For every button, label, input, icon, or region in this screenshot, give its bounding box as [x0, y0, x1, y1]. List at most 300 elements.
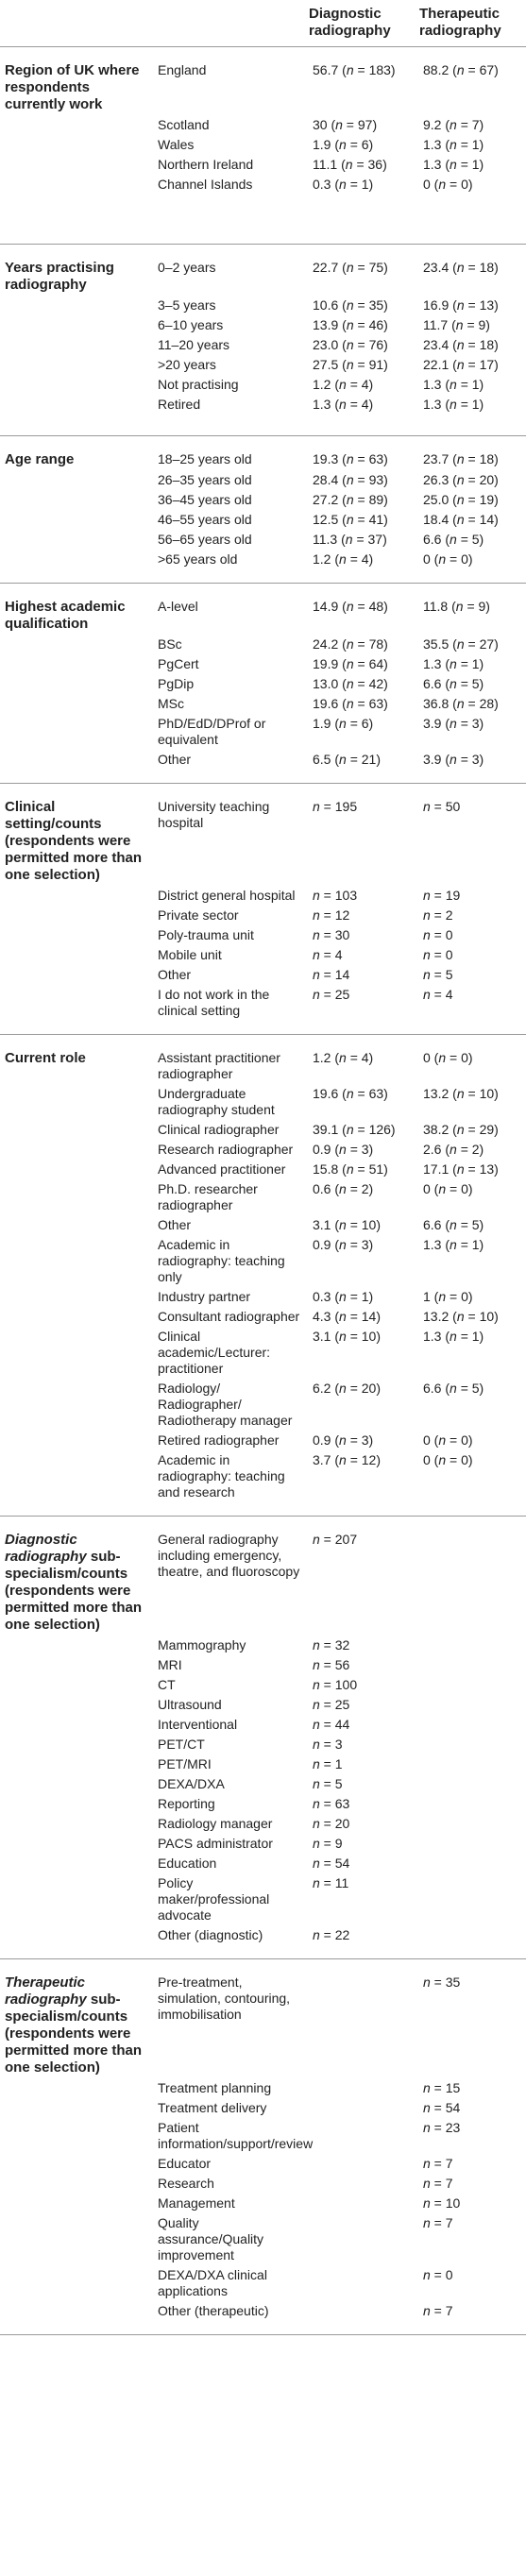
therapeutic-value: n = 35: [423, 1974, 461, 1990]
table-row: [0, 1735, 526, 1754]
row-item: Poly-trauma unit: [158, 927, 254, 942]
diagnostic-value: 0.3 (n = 1): [305, 175, 416, 245]
row-item: DEXA/DXA: [158, 1776, 225, 1791]
row-item: Other (diagnostic): [154, 1925, 305, 1959]
row-item: General radiography including emergency, theatre, and fluoroscopy: [158, 1532, 300, 1579]
section-label: [0, 714, 154, 750]
therapeutic-value: 1.3 (n = 1): [423, 1329, 484, 1344]
table-row: [0, 714, 526, 750]
section-label: [0, 1517, 154, 1636]
section-label-part: Region of UK where respondents currently work: [5, 62, 140, 112]
table-row: [0, 1635, 526, 1655]
table-row: [0, 1695, 526, 1715]
section-label: [0, 155, 154, 175]
section-label: [0, 245, 154, 297]
therapeutic-value: [416, 1854, 526, 1873]
diagnostic-value: 19.9 (n = 64): [313, 656, 388, 671]
row-item: Other: [158, 967, 192, 982]
therapeutic-value: 13.2 (n = 10): [423, 1309, 499, 1324]
table-row: [0, 2265, 526, 2301]
diagnostic-value: [305, 2154, 416, 2174]
section-label: [0, 1834, 154, 1854]
diagnostic-value: 14.9 (n = 48): [313, 599, 388, 614]
section-label: [0, 296, 154, 315]
therapeutic-value: n = 7: [416, 2301, 526, 2335]
therapeutic-value: [416, 1735, 526, 1754]
section-label: [0, 315, 154, 335]
diagnostic-value: n = 22: [305, 1925, 416, 1959]
diagnostic-value: 1.3 (n = 4): [305, 395, 416, 436]
section-label: [0, 985, 154, 1035]
row-item: 26–35 years old: [158, 472, 252, 487]
therapeutic-value: [416, 1873, 526, 1925]
diagnostic-value: n = 207: [313, 1532, 358, 1547]
diagnostic-value: [305, 2098, 416, 2118]
table-row: [0, 1794, 526, 1814]
diagnostic-value: 11.1 (n = 36): [313, 157, 387, 172]
diagnostic-value: n = 44: [313, 1717, 350, 1732]
therapeutic-value: n = 50: [423, 799, 461, 814]
section-label-part: Age range: [5, 451, 75, 467]
therapeutic-value: 11.8 (n = 9): [423, 599, 490, 614]
table-row: [0, 1959, 526, 2079]
section-label: [0, 135, 154, 155]
table-row: [0, 510, 526, 530]
row-item: BSc: [158, 636, 182, 652]
therapeutic-value: 1.3 (n = 1): [423, 377, 484, 392]
section-label: [0, 1854, 154, 1873]
section-label: [0, 1140, 154, 1160]
diagnostic-value: [305, 2265, 416, 2301]
section-label: [0, 1431, 154, 1450]
table-header: [0, 0, 526, 47]
section-label-part: Years practising radiography: [5, 260, 114, 293]
table-row: [0, 945, 526, 965]
diagnostic-value: 19.6 (n = 63): [313, 696, 388, 711]
diagnostic-value: n = 5: [313, 1776, 343, 1791]
diagnostic-value: 1.2 (n = 4): [313, 377, 374, 392]
therapeutic-value: 0 (n = 0): [416, 1450, 526, 1517]
row-item: Radiology/ Radiographer/ Radiotherapy manager: [158, 1381, 293, 1428]
row-item: England: [158, 62, 207, 77]
table-row: [0, 115, 526, 135]
therapeutic-value: 0 (n = 0): [423, 1181, 473, 1196]
row-item: DEXA/DXA clinical applications: [158, 2267, 267, 2298]
row-item: Mobile unit: [158, 947, 222, 962]
therapeutic-value: 1.3 (n = 1): [423, 157, 484, 172]
diagnostic-value: 12.5 (n = 41): [313, 512, 388, 527]
section-label-part: Diagnostic radiography: [5, 1532, 87, 1565]
row-item: Wales: [158, 137, 195, 152]
therapeutic-value: 22.1 (n = 17): [423, 357, 499, 372]
diagnostic-value: 1.9 (n = 6): [313, 137, 374, 152]
therapeutic-value: 0 (n = 0): [416, 550, 526, 584]
row-item: Educator: [158, 2156, 212, 2171]
row-item: Industry partner: [158, 1289, 251, 1304]
table-row: [0, 1754, 526, 1774]
row-item: 46–55 years old: [158, 512, 252, 527]
section-label: [0, 1715, 154, 1735]
section-label: [0, 2265, 154, 2301]
row-item: Quality assurance/Quality improvement: [158, 2215, 264, 2262]
therapeutic-value: n = 0: [423, 947, 453, 962]
table-row: [0, 886, 526, 906]
therapeutic-value: [416, 1834, 526, 1854]
section-label: [0, 1774, 154, 1794]
section-label: [0, 1379, 154, 1431]
section-label: [0, 694, 154, 714]
therapeutic-value: 6.6 (n = 5): [423, 676, 484, 691]
therapeutic-value: 1.3 (n = 1): [416, 395, 526, 436]
header-therapeutic: Therapeutic radiography: [416, 0, 526, 47]
diagnostic-value: n = 103: [313, 888, 358, 903]
table-row: [0, 1120, 526, 1140]
section-label: [0, 510, 154, 530]
diagnostic-value: 0.9 (n = 3): [313, 1432, 374, 1448]
row-item: PET/CT: [158, 1737, 205, 1752]
row-item: 3–5 years: [158, 297, 216, 313]
table-row: [0, 245, 526, 297]
diagnostic-value: 1.9 (n = 6): [313, 716, 374, 731]
diagnostic-value: 0.9 (n = 3): [313, 1142, 374, 1157]
therapeutic-value: n = 4: [416, 985, 526, 1035]
table-body: [0, 47, 526, 2335]
table-row: [0, 1675, 526, 1695]
table-row: [0, 2301, 526, 2335]
table-row: [0, 1215, 526, 1235]
diagnostic-value: 0.6 (n = 2): [313, 1181, 374, 1196]
table-row: [0, 635, 526, 654]
table-row: [0, 1307, 526, 1327]
row-item: 0–2 years: [158, 260, 216, 275]
therapeutic-value: 23.4 (n = 18): [423, 337, 499, 352]
diagnostic-value: n = 54: [313, 1856, 350, 1871]
therapeutic-value: 11.7 (n = 9): [423, 317, 490, 332]
therapeutic-value: 36.8 (n = 28): [423, 696, 499, 711]
row-item: Other: [158, 1217, 192, 1232]
therapeutic-value: n = 2: [423, 907, 453, 923]
diagnostic-value: [305, 2118, 416, 2154]
therapeutic-value: n = 19: [423, 888, 461, 903]
row-item: Reporting: [158, 1796, 215, 1811]
diagnostic-value: n = 63: [313, 1796, 350, 1811]
therapeutic-value: 13.2 (n = 10): [423, 1086, 499, 1101]
diagnostic-value: n = 4: [313, 947, 343, 962]
row-item: Radiology manager: [158, 1816, 273, 1831]
diagnostic-value: n = 25: [313, 1697, 350, 1712]
section-label: [0, 2194, 154, 2213]
therapeutic-value: 17.1 (n = 13): [423, 1161, 499, 1177]
section-label: [0, 1450, 154, 1517]
therapeutic-value: [416, 1695, 526, 1715]
diagnostic-value: 1.2 (n = 4): [313, 1050, 374, 1065]
diagnostic-value: n = 100: [313, 1677, 358, 1692]
section-label: [0, 490, 154, 510]
section-label: [0, 436, 154, 471]
therapeutic-value: [416, 1814, 526, 1834]
therapeutic-value: [416, 1715, 526, 1735]
row-item: Treatment delivery: [158, 2100, 267, 2115]
section-label: [0, 1287, 154, 1307]
diagnostic-value: [305, 2213, 416, 2265]
therapeutic-value: 16.9 (n = 13): [423, 297, 499, 313]
section-label: [0, 674, 154, 694]
row-item: Ultrasound: [158, 1697, 222, 1712]
section-label: [0, 470, 154, 490]
section-label: [0, 1084, 154, 1120]
section-label: [0, 1695, 154, 1715]
header-row: [0, 0, 526, 47]
diagnostic-value: n = 56: [313, 1657, 350, 1672]
therapeutic-value: 0 (n = 0): [423, 1432, 473, 1448]
table-row: [0, 965, 526, 985]
row-item: Policy maker/professional advocate: [158, 1875, 270, 1923]
section-label: [0, 335, 154, 355]
section-label: [0, 395, 154, 436]
therapeutic-value: 6.6 (n = 5): [423, 1217, 484, 1232]
therapeutic-value: 6.6 (n = 5): [423, 532, 484, 547]
therapeutic-value: 23.4 (n = 18): [423, 260, 499, 275]
therapeutic-value: 3.9 (n = 3): [416, 750, 526, 784]
section-label: [0, 2118, 154, 2154]
therapeutic-value: n = 5: [423, 967, 453, 982]
section-label: [0, 2174, 154, 2194]
section-label-part: sub-specialism/counts (respondents were permitted more than one selection): [5, 1991, 143, 2076]
row-item: PACS administrator: [158, 1836, 273, 1851]
therapeutic-value: 2.6 (n = 2): [423, 1142, 484, 1157]
row-item: >20 years: [158, 357, 216, 372]
row-item: PET/MRI: [158, 1756, 212, 1771]
table-row: [0, 395, 526, 436]
diagnostic-value: 15.8 (n = 51): [313, 1161, 388, 1177]
section-label: [0, 1179, 154, 1215]
diagnostic-value: 10.6 (n = 35): [313, 297, 388, 313]
diagnostic-value: 0.9 (n = 3): [313, 1237, 374, 1252]
header-diagnostic: Diagnostic radiography: [305, 0, 416, 47]
therapeutic-value: 23.7 (n = 18): [423, 451, 499, 466]
table-row: [0, 2154, 526, 2174]
section-label: [0, 2078, 154, 2098]
diagnostic-value: [305, 2174, 416, 2194]
table-row: [0, 1450, 526, 1517]
table-row: [0, 335, 526, 355]
row-item: PhD/EdD/DProf or equivalent: [158, 716, 266, 747]
table-row: [0, 436, 526, 471]
table-row: [0, 1655, 526, 1675]
therapeutic-value: n = 7: [423, 2176, 453, 2191]
therapeutic-value: [416, 1517, 526, 1636]
table-row: [0, 925, 526, 945]
table-row: [0, 1873, 526, 1925]
row-item: Research: [158, 2176, 214, 2191]
row-item: Research radiographer: [158, 1142, 294, 1157]
therapeutic-value: [416, 1655, 526, 1675]
section-label: [0, 906, 154, 925]
diagnostic-value: n = 11: [313, 1875, 349, 1890]
row-item: District general hospital: [158, 888, 296, 903]
table-row: [0, 1517, 526, 1636]
diagnostic-value: n = 3: [313, 1737, 343, 1752]
row-item: Northern Ireland: [158, 157, 254, 172]
therapeutic-value: n = 0: [423, 2267, 453, 2282]
diagnostic-value: [305, 2301, 416, 2335]
therapeutic-value: [416, 1794, 526, 1814]
section-label: [0, 886, 154, 906]
diagnostic-value: 19.6 (n = 63): [313, 1086, 388, 1101]
table-row: [0, 315, 526, 335]
diagnostic-value: 1.2 (n = 4): [305, 550, 416, 584]
section-label: [0, 925, 154, 945]
diagnostic-value: 13.0 (n = 42): [313, 676, 388, 691]
diagnostic-value: 11.3 (n = 37): [313, 532, 387, 547]
diagnostic-value: 23.0 (n = 76): [313, 337, 388, 352]
row-item: Academic in radiography: teaching and research: [154, 1450, 305, 1517]
table-row: [0, 175, 526, 245]
section-label: [0, 1959, 154, 2079]
table-row: [0, 674, 526, 694]
therapeutic-value: 26.3 (n = 20): [423, 472, 499, 487]
therapeutic-value: 1.3 (n = 1): [423, 1237, 484, 1252]
table-row: [0, 1774, 526, 1794]
diagnostic-value: 3.1 (n = 10): [313, 1217, 382, 1232]
therapeutic-value: 88.2 (n = 67): [423, 62, 499, 77]
row-item: Patient information/support/review: [158, 2120, 314, 2151]
therapeutic-value: [416, 1675, 526, 1695]
section-label-part: Therapeutic radiography: [5, 1974, 87, 2008]
section-label: [0, 115, 154, 135]
therapeutic-value: 1 (n = 0): [423, 1289, 473, 1304]
table-row: [0, 1035, 526, 1085]
table-row: [0, 2078, 526, 2098]
row-item: Treatment planning: [158, 2080, 272, 2095]
row-item: Mammography: [158, 1637, 246, 1652]
diagnostic-value: 19.3 (n = 63): [313, 451, 388, 466]
diagnostic-value: 0.3 (n = 1): [313, 1289, 374, 1304]
row-item: 6–10 years: [158, 317, 224, 332]
row-item: Other (therapeutic): [154, 2301, 305, 2335]
row-item: Not practising: [158, 377, 239, 392]
table-row: [0, 1084, 526, 1120]
table-row: [0, 1814, 526, 1834]
section-label: [0, 1215, 154, 1235]
row-item: PgCert: [158, 656, 199, 671]
section-label: [0, 1235, 154, 1287]
therapeutic-value: n = 7: [423, 2156, 453, 2171]
diagnostic-value: 6.2 (n = 20): [313, 1381, 382, 1396]
diagnostic-value: n = 32: [313, 1637, 350, 1652]
row-item: Pre-treatment, simulation, contouring, immobilisation: [158, 1974, 291, 2022]
table-row: [0, 1925, 526, 1959]
therapeutic-value: [416, 1635, 526, 1655]
table-row: [0, 530, 526, 550]
diagnostic-value: 4.3 (n = 14): [313, 1309, 382, 1324]
section-label: [0, 1655, 154, 1675]
section-label: [0, 1814, 154, 1834]
table-row: [0, 135, 526, 155]
therapeutic-value: 1.3 (n = 1): [423, 656, 484, 671]
therapeutic-value: n = 0: [423, 927, 453, 942]
therapeutic-value: [416, 1925, 526, 1959]
header-item: [154, 0, 305, 47]
row-item: A-level: [158, 599, 198, 614]
table-row: [0, 296, 526, 315]
row-item: Management: [158, 2195, 235, 2211]
therapeutic-value: n = 23: [423, 2120, 461, 2135]
section-label: [0, 1925, 154, 1959]
row-item: Advanced practitioner: [158, 1161, 286, 1177]
diagnostic-value: 30 (n = 97): [313, 117, 378, 132]
therapeutic-value: 0 (n = 0): [423, 1050, 473, 1065]
diagnostic-value: 6.5 (n = 21): [305, 750, 416, 784]
section-label: [0, 1873, 154, 1925]
section-label: [0, 945, 154, 965]
section-label: [0, 1120, 154, 1140]
section-label-part: sub-specialism/counts (respondents were permitted more than one selection): [5, 1549, 143, 1633]
therapeutic-value: [416, 1774, 526, 1794]
section-label: [0, 355, 154, 375]
section-label-part: Clinical setting/counts (respondents were permitted more than one selection): [5, 799, 143, 883]
table-row: [0, 694, 526, 714]
therapeutic-value: 1.3 (n = 1): [423, 137, 484, 152]
table-row: [0, 1834, 526, 1854]
diagnostic-value: [305, 2078, 416, 2098]
table-row: [0, 1235, 526, 1287]
row-item: >65 years old: [154, 550, 305, 584]
table-row: [0, 550, 526, 584]
row-item: PgDip: [158, 676, 195, 691]
section-label: [0, 584, 154, 636]
therapeutic-value: 9.2 (n = 7): [423, 117, 484, 132]
row-item: Consultant radiographer: [158, 1309, 300, 1324]
section-label: [0, 1160, 154, 1179]
table-row: [0, 654, 526, 674]
row-item: Assistant practitioner radiographer: [158, 1050, 280, 1081]
therapeutic-value: n = 15: [423, 2080, 461, 2095]
section-label: [0, 375, 154, 395]
diagnostic-value: n = 9: [313, 1836, 343, 1851]
table-row: [0, 2174, 526, 2194]
diagnostic-value: n = 12: [313, 907, 350, 923]
diagnostic-value: 56.7 (n = 183): [313, 62, 396, 77]
table-row: [0, 1379, 526, 1431]
diagnostic-value: n = 195: [313, 799, 358, 814]
section-label: [0, 1735, 154, 1754]
diagnostic-value: [305, 1959, 416, 2079]
section-label: [0, 1635, 154, 1655]
row-item: MRI: [158, 1657, 182, 1672]
diagnostic-value: 27.5 (n = 91): [313, 357, 388, 372]
header-category: [0, 0, 154, 47]
row-item: I do not work in the clinical setting: [154, 985, 305, 1035]
section-label: [0, 550, 154, 584]
diagnostic-value: 3.1 (n = 10): [313, 1329, 382, 1344]
diagnostic-value: 28.4 (n = 93): [313, 472, 388, 487]
section-label: [0, 750, 154, 784]
row-item: Channel Islands: [154, 175, 305, 245]
therapeutic-value: 6.6 (n = 5): [423, 1381, 484, 1396]
table-row: [0, 2194, 526, 2213]
section-label: [0, 1307, 154, 1327]
row-item: 56–65 years old: [158, 532, 252, 547]
table-row: [0, 1287, 526, 1307]
therapeutic-value: n = 10: [423, 2195, 461, 2211]
row-item: Interventional: [158, 1717, 238, 1732]
diagnostic-value: 13.9 (n = 46): [313, 317, 388, 332]
table-row: [0, 155, 526, 175]
section-label: [0, 1327, 154, 1379]
row-item: Retired: [154, 395, 305, 436]
diagnostic-value: n = 1: [313, 1756, 343, 1771]
